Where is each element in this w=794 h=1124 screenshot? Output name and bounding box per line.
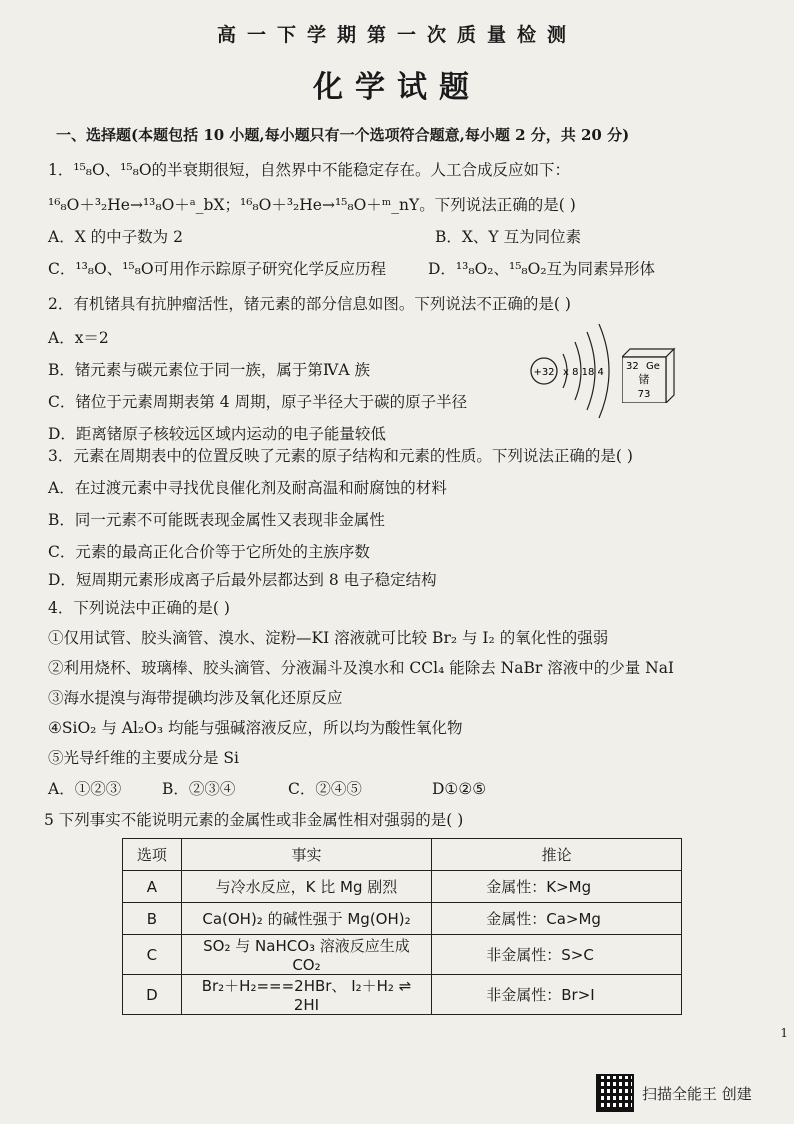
- q2-option-d: D．距离锗原子核较远区域内运动的电子能量较低: [48, 425, 386, 443]
- q2-stem: 2．有机锗具有抗肿瘤活性，锗元素的部分信息如图。下列说法不正确的是( ): [48, 295, 571, 313]
- atom-shell-electrons: x 8 18 4: [563, 367, 604, 378]
- table-cell-inference: 金属性：K>Mg: [432, 871, 682, 903]
- q3-option-c: C．元素的最高正化合价等于它所处的主族序数: [48, 543, 370, 561]
- q3-option-a: A．在过渡元素中寻找优良催化剂及耐高温和耐腐蚀的材料: [48, 479, 447, 497]
- q1-option-c: C．¹³₈O、¹⁵₈O可用作示踪原子研究化学反应历程: [48, 260, 387, 278]
- q4-statement-5: ⑤光导纤维的主要成分是 Si: [48, 749, 240, 767]
- germanium-atom-structure-diagram: [527, 320, 627, 430]
- q4-statement-4: ④SiO₂ 与 Al₂O₃ 均能与强碱溶液反应，所以均为酸性氧化物: [48, 719, 463, 737]
- table-header-fact: 事实: [181, 839, 432, 871]
- q1-option-a: A．X 的中子数为 2: [48, 228, 183, 246]
- table-header-option: 选项: [123, 839, 182, 871]
- ge-symbol: Ge: [646, 361, 660, 372]
- q3-option-b: B．同一元素不可能既表现金属性又表现非金属性: [48, 511, 385, 529]
- table-cell-inference: 非金属性：S>C: [432, 935, 682, 975]
- q4-stem: 4．下列说法中正确的是( ): [48, 599, 230, 617]
- q1-option-b: B．X、Y 互为同位素: [435, 228, 582, 246]
- ge-atomic-number: 32: [626, 361, 639, 372]
- ge-name: 锗: [638, 373, 650, 386]
- table-header-inference: 推论: [432, 839, 682, 871]
- table-header-row: [123, 839, 682, 871]
- table-cell-fact: Br₂＋H₂===2HBr、 I₂＋H₂ ⇌ 2HI: [181, 975, 432, 1015]
- scanner-watermark: [596, 1074, 752, 1112]
- qr-code-icon: [596, 1074, 634, 1112]
- table-cell-option: A: [123, 871, 182, 903]
- table-row: [123, 871, 682, 903]
- table-cell-fact: 与冷水反应，K 比 Mg 剧烈: [181, 871, 432, 903]
- q4-option-b: B．②③④: [162, 780, 236, 798]
- q2-option-c: C．锗位于元素周期表第 4 周期，原子半径大于碳的原子半径: [48, 393, 468, 411]
- q1-option-d: D．¹³₈O₂、¹⁵₈O₂互为同素异形体: [428, 260, 656, 278]
- table-cell-option: C: [123, 935, 182, 975]
- q4-option-a: A．①②③: [48, 780, 122, 798]
- scanner-watermark-text: 扫描全能王 创建: [642, 1084, 752, 1103]
- q4-option-d: D①②⑤: [432, 780, 487, 798]
- q4-statement-1: ①仅用试管、胶头滴管、溴水、淀粉—KI 溶液就可比较 Br₂ 与 I₂ 的氧化性的强弱: [48, 629, 609, 647]
- q3-option-d: D．短周期元素形成离子后最外层都达到 8 电子稳定结构: [48, 571, 437, 589]
- table-cell-option: B: [123, 903, 182, 935]
- ge-atomic-mass: 73: [637, 389, 651, 400]
- page-number: 1: [780, 1026, 788, 1040]
- q5-facts-table: [122, 838, 682, 1015]
- exam-title: 化学试题: [313, 70, 481, 105]
- q4-statement-3: ③海水提溴与海带提碘均涉及氧化还原反应: [48, 689, 343, 707]
- table-cell-fact: Ca(OH)₂ 的碱性强于 Mg(OH)₂: [181, 903, 432, 935]
- q5-stem: 5 下列事实不能说明元素的金属性或非金属性相对强弱的是( ): [44, 811, 464, 829]
- q1-reaction: ¹⁶₈O＋³₂He→¹³₈O＋ᵃ_bX；¹⁶₈O＋³₂He→¹⁵₈O＋ᵐ_nY。下列说法正确的是( ): [48, 196, 576, 214]
- table-cell-fact: SO₂ 与 NaHCO₃ 溶液反应生成 CO₂: [181, 935, 432, 975]
- atom-nucleus-label: +32: [533, 367, 555, 378]
- table-row: [123, 903, 682, 935]
- table-cell-option: D: [123, 975, 182, 1015]
- table-cell-inference: 非金属性：Br>I: [432, 975, 682, 1015]
- section-1-heading: 一、选择题(本题包括 10 小题,每小题只有一个选项符合题意,每小题 2 分，共 20 分): [56, 126, 630, 144]
- q2-option-b: B．锗元素与碳元素位于同一族，属于第ⅣA 族: [48, 361, 370, 379]
- q4-statement-2: ②利用烧杯、玻璃棒、胶头滴管、分液漏斗及溴水和 CCl₄ 能除去 NaBr 溶液中的少量 NaI: [48, 659, 675, 677]
- table-row: [123, 975, 682, 1015]
- exam-header: 高一下学期第一次质量检测: [216, 24, 577, 46]
- germanium-element-card: [622, 345, 678, 403]
- table-row: [123, 935, 682, 975]
- table-cell-inference: 金属性：Ca>Mg: [432, 903, 682, 935]
- q4-option-c: C．②④⑤: [288, 780, 362, 798]
- q2-option-a: A．x＝2: [48, 329, 109, 347]
- q3-stem: 3．元素在周期表中的位置反映了元素的原子结构和元素的性质。下列说法正确的是( ): [48, 447, 633, 465]
- q1-stem: 1．¹⁵₈O、¹⁵₈O的半衰期很短，自然界中不能稳定存在。人工合成反应如下：: [48, 161, 571, 179]
